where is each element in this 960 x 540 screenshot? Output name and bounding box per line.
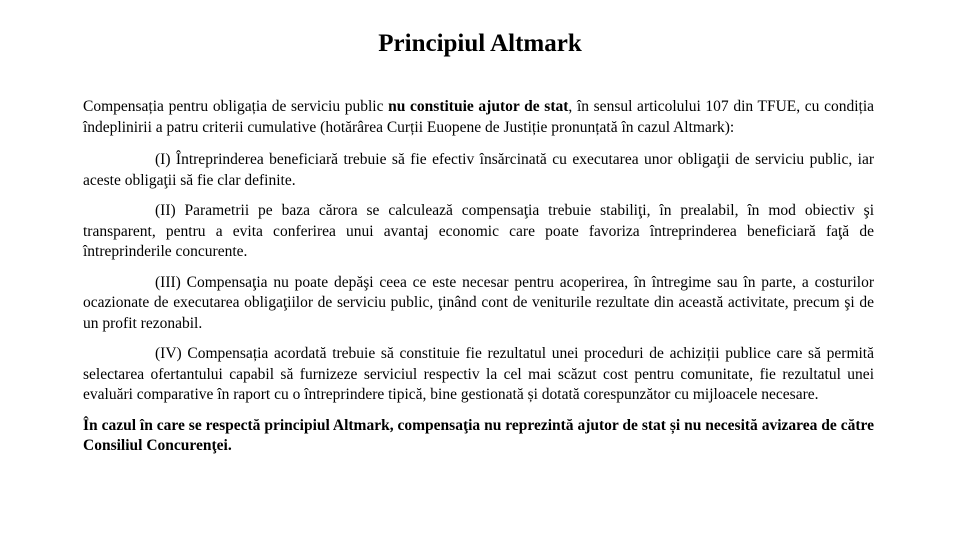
intro-text-start: Compensația pentru obligația de serviciu public [83, 98, 389, 115]
conclusion-paragraph: În cazul în care se respectă principiul Altmark, compensaţia nu reprezintă ajutor de stat și nu necesită avizarea de către Consiliul Concurenţei. [83, 416, 874, 454]
criterion-1: (I) Întreprinderea beneficiară trebuie să fie efectiv însărcinată cu executarea unor obligaţii de serviciu public, iar aceste obligaţii să fie clar definite. [83, 151, 874, 189]
document-body [83, 97, 874, 457]
intro-text-end: , în sensul articolului 107 din TFUE, cu condiția îndeplinirii a patru criterii cumulative (hotărârea Curții Euopene de Justiție pronunțată în cazul Altmark): [83, 98, 875, 136]
criterion-3: (III) Compensaţia nu poate depăşi ceea ce este necesar pentru acoperirea, în întregime sau în parte, a costurilor ocazionate de executarea obligaţiilor de serviciu public, ţinând cont de veniturile rezultate din această activitate, precum şi de un profit rezonabil. [83, 273, 874, 332]
intro-paragraph [83, 97, 874, 138]
intro-emphasis: nu constituie ajutor de stat [388, 98, 569, 115]
page-title: Principiul Altmark [378, 30, 582, 57]
criterion-4: (IV) Compensația acordată trebuie să constituie fie rezultatul unei proceduri de achiziții publice care să permită selectarea ofertantului capabil să furnizeze serviciul respectiv la cel mai scăzut cost pentru comunitate, fie rezultatul unei evaluări comparative în raport cu o întreprindere tipică, bine gestionată și dotată corespunzător cu mijloacele necesare. [83, 345, 874, 403]
criterion-2: (II) Parametrii pe baza cărora se calculează compensaţia trebuie stabiliţi, în prealabil, în mod obiectiv şi transparent, pentru a evita conferirea unui avantaj economic care poate favoriza întreprinderea beneficiară faţă de întreprinderile concurente. [83, 202, 874, 260]
